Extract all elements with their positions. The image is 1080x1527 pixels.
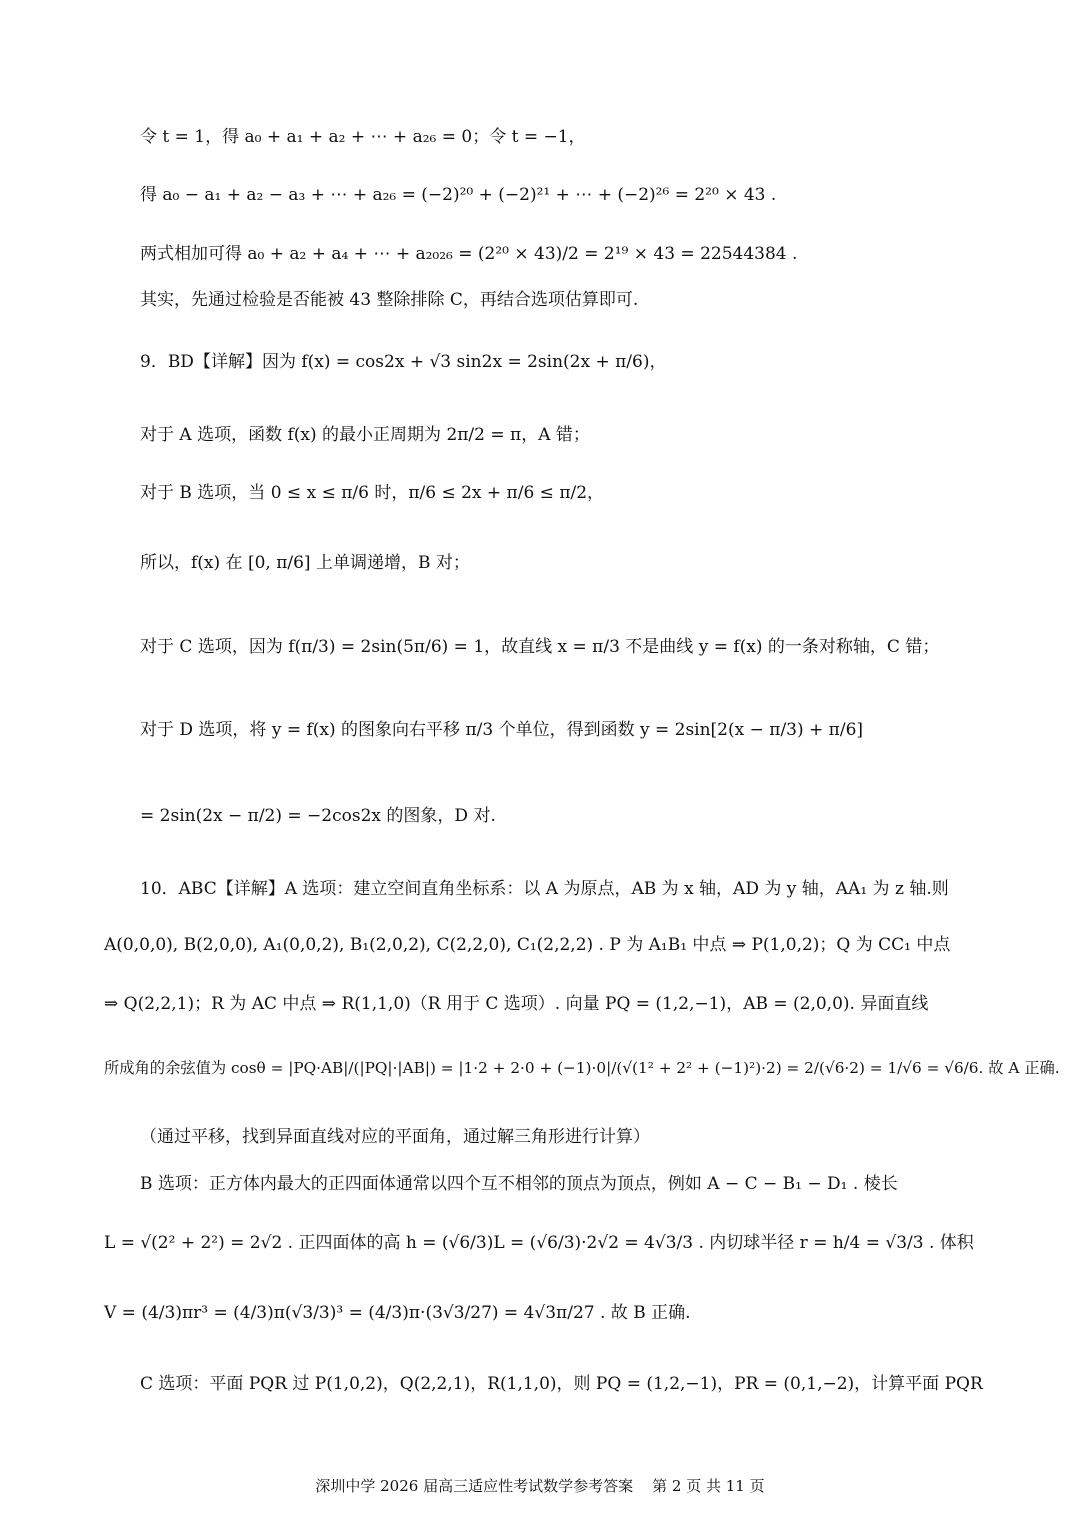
text-line-6: 对于 A 选项，函数 f(x) 的最小正周期为 2π/2 = π，A 错； — [140, 425, 590, 445]
text-line-12: 10．ABC【详解】A 选项：建立空间直角坐标系：以 A 为原点，AB 为 x 轴，AD 为 y 轴，AA₁ 为 z 轴.则 — [140, 879, 949, 899]
text-line-10: 对于 D 选项，将 y = f(x) 的图象向右平移 π/3 个单位，得到函数 y = 2sin[2(x − π/3) + π/6] — [140, 720, 864, 740]
text-line-17: B 选项：正方体内最大的正四面体通常以四个互不相邻的顶点为顶点，例如 A − C − B₁ − D₁ . 棱长 — [140, 1174, 898, 1194]
text-line-18: L = √(2² + 2²) = 2√2 . 正四面体的高 h = (√6/3)L = (√6/3)·2√2 = 4√3/3 . 内切球半径 r = h/4 = √3/3 . 体积 — [104, 1233, 974, 1253]
text-line-7: 对于 B 选项，当 0 ≤ x ≤ π/6 时，π/6 ≤ 2x + π/6 ≤ π/2， — [140, 483, 605, 503]
text-line-5: 9．BD【详解】因为 f(x) = cos2x + √3 sin2x = 2sin(2x + π/6)， — [140, 352, 667, 372]
text-line-2: 得 a₀ − a₁ + a₂ − a₃ + ⋯ + a₂₆ = (−2)²⁰ + (−2)²¹ + ⋯ + (−2)²⁶ = 2²⁰ × 43 . — [140, 185, 777, 205]
text-line-14: ⇒ Q(2,2,1)；R 为 AC 中点 ⇒ R(1,1,0)（R 用于 C 选项）. 向量 PQ = (1,2,−1)，AB = (2,0,0). 异面直线 — [104, 994, 929, 1014]
text-line-16: （通过平移，找到异面直线对应的平面角，通过解三角形进行计算） — [140, 1127, 650, 1147]
text-line-4: 其实，先通过检验是否能被 43 整除排除 C，再结合选项估算即可. — [140, 290, 639, 310]
text-line-15: 所成角的余弦值为 cosθ = |PQ·AB|/(|PQ|·|AB|) = |1·2 + 2·0 + (−1)·0|/(√(1² + 2² + (−1)²)·2) = 2/(√6·2) = 1/√6 = √6/6. 故 A 正确. — [104, 1059, 1060, 1077]
text-line-1: 令 t = 1，得 a₀ + a₁ + a₂ + ⋯ + a₂₆ = 0；令 t = −1， — [140, 127, 586, 147]
text-line-13: A(0,0,0), B(2,0,0), A₁(0,0,2), B₁(2,0,2), C(2,2,0), C₁(2,2,2) . P 为 A₁B₁ 中点 ⇒ P(1,0,2)；Q 为 CC₁ 中点 — [104, 935, 951, 955]
page-footer: 深圳中学 2026 届高三适应性考试数学参考答案 第 2 页 共 11 页 — [315, 1477, 765, 1495]
text-line-8: 所以，f(x) 在 [0, π/6] 上单调递增，B 对； — [140, 553, 470, 573]
text-line-9: 对于 C 选项，因为 f(π/3) = 2sin(5π/6) = 1，故直线 x = π/3 不是曲线 y = f(x) 的一条对称轴，C 错； — [140, 637, 940, 657]
text-line-20: C 选项：平面 PQR 过 P(1,0,2)，Q(2,2,1)，R(1,1,0)，则 PQ = (1,2,−1)，PR = (0,1,−2)，计算平面 PQR — [140, 1374, 983, 1394]
text-line-19: V = (4/3)πr³ = (4/3)π(√3/3)³ = (4/3)π·(3√3/27) = 4√3π/27 . 故 B 正确. — [104, 1303, 691, 1323]
text-line-3: 两式相加可得 a₀ + a₂ + a₄ + ⋯ + a₂₀₂₆ = (2²⁰ × 43)/2 = 2¹⁹ × 43 = 22544384 . — [140, 244, 798, 264]
text-line-11: = 2sin(2x − π/2) = −2cos2x 的图象，D 对. — [140, 806, 496, 826]
